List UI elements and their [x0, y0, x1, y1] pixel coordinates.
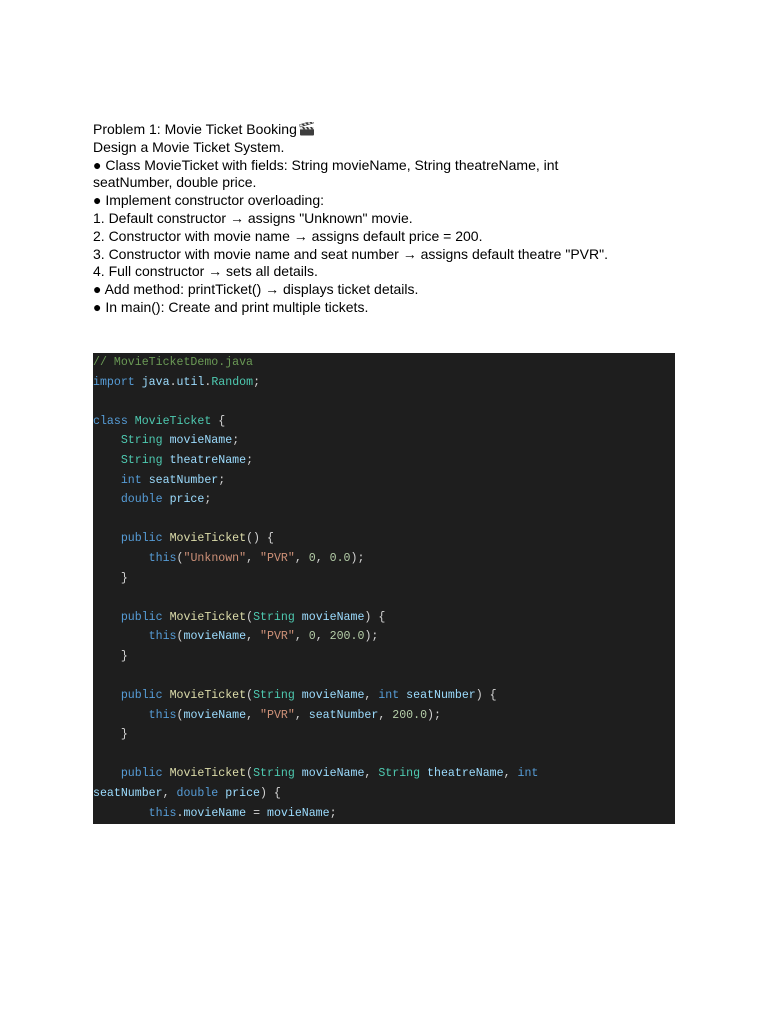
code-token: int: [120, 473, 142, 487]
code-token: MovieTicket: [169, 610, 247, 624]
code-token: "PVR": [260, 708, 295, 722]
code-token: [93, 474, 121, 487]
code-token: [142, 474, 149, 487]
code-token: ,: [294, 630, 309, 644]
code-token: ;: [204, 493, 212, 507]
code-token: MovieTicket: [169, 767, 247, 781]
code-token: [163, 532, 170, 545]
code-token: [163, 493, 170, 506]
code-token: ,: [503, 767, 518, 781]
code-token: [420, 767, 427, 780]
code-token: String: [120, 434, 163, 448]
code-token: ,: [315, 630, 330, 644]
problem-line: 2. Constructor with movie name → assigns default price = 200.: [93, 227, 483, 244]
code-token: price: [169, 493, 205, 507]
code-token: (: [246, 610, 254, 624]
code-line: [93, 725, 675, 745]
code-token: java: [141, 375, 170, 389]
code-line: [93, 529, 675, 549]
code-token: ,: [315, 551, 330, 565]
code-token: [295, 689, 302, 702]
code-token: ) {: [260, 787, 281, 801]
code-token: String: [253, 610, 295, 624]
code-token: Random: [211, 375, 254, 389]
code-line: [93, 569, 675, 589]
code-token: ) {: [364, 610, 386, 624]
code-token: [93, 807, 149, 820]
code-token: [163, 689, 170, 702]
code-token: [93, 611, 121, 624]
code-token: }: [93, 728, 128, 742]
code-token: ,: [246, 708, 261, 722]
code-token: theatreName: [427, 767, 504, 781]
code-token: movieName: [301, 610, 365, 624]
code-token: int: [517, 767, 539, 781]
code-token: [128, 415, 135, 428]
code-token: .: [169, 375, 177, 389]
code-line: [93, 686, 675, 706]
code-token: (: [246, 689, 254, 703]
code-line: [93, 471, 675, 491]
code-token: public: [120, 689, 163, 703]
code-line: [93, 431, 675, 451]
code-token: [93, 709, 149, 722]
code-token: "PVR": [260, 551, 295, 565]
code-token: [295, 767, 302, 780]
code-line: [93, 549, 675, 569]
code-token: public: [120, 767, 163, 781]
code-token: ,: [246, 630, 261, 644]
code-token: );: [364, 630, 379, 644]
code-token: util: [176, 375, 205, 389]
problem-statement: [93, 121, 693, 317]
problem-line: ● Class MovieTicket with fields: String movieName, String theatreName, int: [93, 156, 559, 173]
code-line: [93, 588, 675, 608]
code-token: ;: [329, 806, 337, 820]
code-token: double: [120, 493, 163, 507]
code-token: ;: [218, 473, 226, 487]
code-token: movieName: [183, 630, 247, 644]
code-line: [93, 784, 675, 804]
code-line: [93, 490, 675, 510]
code-line: [93, 627, 675, 647]
code-block: [93, 353, 675, 824]
code-token: price: [225, 787, 261, 801]
code-token: .: [176, 806, 184, 820]
code-token: MovieTicket: [169, 532, 247, 546]
code-token: }: [93, 649, 128, 663]
code-token: ,: [294, 551, 309, 565]
problem-title: Problem 1: Movie Ticket Booking: [93, 121, 297, 137]
code-token: [93, 434, 121, 447]
code-token: MovieTicket: [169, 689, 247, 703]
problem-line: 4. Full constructor → sets all details.: [93, 263, 318, 280]
code-token: {: [211, 414, 226, 428]
code-line: [93, 647, 675, 667]
code-token: 0: [308, 551, 316, 565]
code-token: 0: [308, 630, 316, 644]
code-line: [93, 451, 675, 471]
clapperboard-icon: [299, 122, 315, 136]
code-token: [163, 434, 170, 447]
code-token: [295, 611, 302, 624]
code-token: theatreName: [169, 453, 247, 467]
code-token: (: [176, 708, 184, 722]
code-line: [93, 353, 675, 373]
code-token: this: [148, 806, 177, 820]
code-token: (: [246, 767, 254, 781]
problem-title-line: [93, 121, 693, 139]
code-line: [93, 510, 675, 530]
java-code: [93, 353, 675, 823]
code-token: movieName: [169, 434, 233, 448]
problem-line: ● Add method: printTicket() → displays ticket details.: [93, 281, 419, 298]
code-token: ,: [378, 708, 393, 722]
code-token: }: [93, 571, 128, 585]
code-token: 0.0: [329, 551, 351, 565]
code-token: ,: [364, 689, 379, 703]
code-token: String: [253, 767, 295, 781]
code-line: [93, 392, 675, 412]
code-token: import: [93, 375, 135, 389]
code-token: public: [120, 610, 163, 624]
code-token: (: [176, 551, 184, 565]
code-token: [163, 454, 170, 467]
code-token: [93, 630, 149, 643]
code-token: (: [176, 630, 184, 644]
code-token: 200.0: [329, 630, 365, 644]
code-token: ,: [294, 708, 309, 722]
code-token: [93, 454, 121, 467]
code-line: [93, 745, 675, 765]
code-token: );: [350, 551, 365, 565]
problem-line: ● Implement constructor overloading:: [93, 192, 325, 209]
code-token: movieName: [301, 767, 365, 781]
code-token: int: [378, 689, 400, 703]
code-token: String: [378, 767, 421, 781]
code-token: 200.0: [392, 708, 428, 722]
problem-line: 3. Constructor with movie name and seat number → assigns default theatre "PVR".: [93, 245, 608, 262]
code-token: [93, 767, 121, 780]
problem-line: Design a Movie Ticket System.: [93, 138, 285, 155]
code-line: [93, 667, 675, 687]
code-line: [93, 706, 675, 726]
code-line: [93, 764, 675, 784]
code-line: [93, 373, 675, 393]
code-token: ;: [232, 434, 240, 448]
code-token: movieName: [183, 806, 247, 820]
code-token: this: [148, 551, 177, 565]
code-line: [93, 804, 675, 824]
code-token: "Unknown": [183, 551, 247, 565]
code-token: this: [148, 708, 177, 722]
code-token: class: [93, 414, 128, 428]
code-token: [163, 611, 170, 624]
code-token: ;: [253, 375, 261, 389]
code-token: () {: [246, 532, 274, 546]
code-token: ,: [162, 787, 177, 801]
code-token: movieName: [266, 806, 330, 820]
code-token: .: [204, 375, 212, 389]
code-token: this: [148, 630, 177, 644]
code-token: String: [120, 453, 163, 467]
problem-lines: [93, 139, 693, 317]
problem-line: ● In main(): Create and print multiple tickets.: [93, 298, 369, 315]
code-token: [93, 689, 121, 702]
code-token: seatNumber: [406, 689, 476, 703]
code-token: ,: [364, 767, 379, 781]
code-line: [93, 608, 675, 628]
code-token: seatNumber: [93, 787, 163, 801]
code-token: [93, 493, 121, 506]
code-token: seatNumber: [148, 473, 219, 487]
code-token: [163, 767, 170, 780]
code-token: ,: [246, 551, 261, 565]
code-token: double: [176, 787, 219, 801]
code-token: "PVR": [260, 630, 295, 644]
code-token: movieName: [301, 689, 365, 703]
problem-line: 1. Default constructor → assigns "Unknown" movie.: [93, 209, 413, 226]
code-token: [135, 376, 142, 389]
code-token: [93, 552, 149, 565]
code-line: [93, 412, 675, 432]
code-token: String: [253, 689, 295, 703]
code-token: );: [427, 708, 441, 722]
code-token: [93, 532, 121, 545]
code-token: // MovieTicketDemo.java: [93, 356, 254, 369]
code-token: public: [120, 532, 163, 546]
problem-line: seatNumber, double price.: [93, 174, 257, 191]
code-token: =: [246, 806, 267, 820]
code-token: movieName: [183, 708, 247, 722]
code-token: ) {: [475, 689, 497, 703]
code-token: MovieTicket: [134, 414, 212, 428]
code-token: ;: [246, 453, 254, 467]
code-token: seatNumber: [308, 708, 379, 722]
